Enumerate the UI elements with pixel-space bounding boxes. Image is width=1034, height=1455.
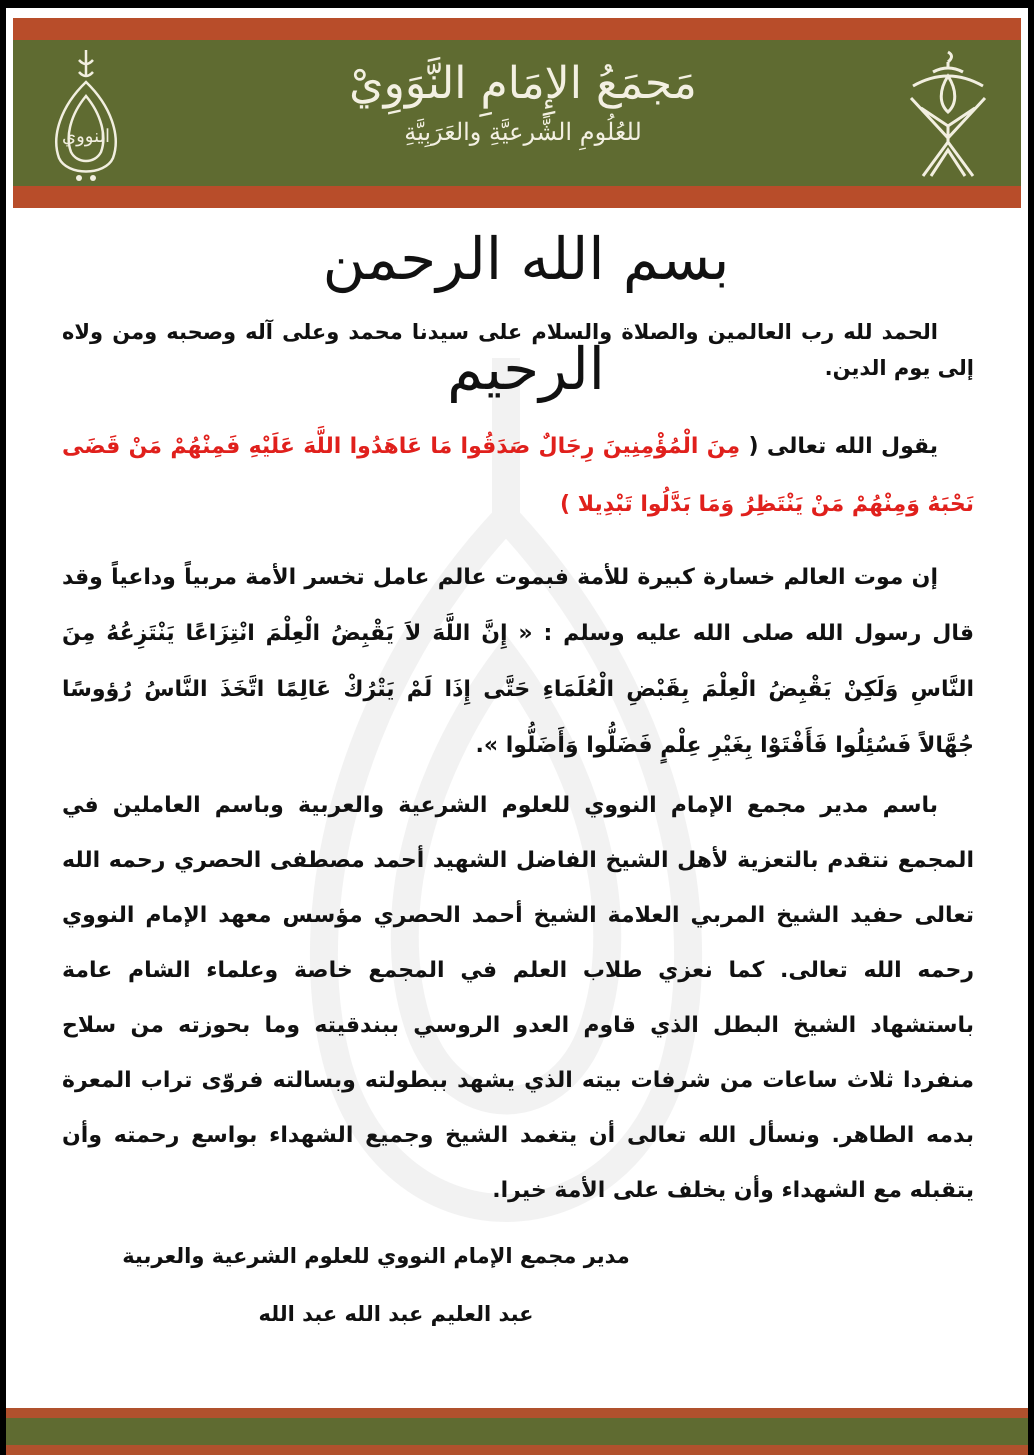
quran-paragraph [62,418,974,534]
basmala-calligraphy: بسم الله الرحمن الرحيم [322,225,730,403]
quran-stand-icon [903,46,993,186]
condolence-paragraph [62,778,974,1218]
header-top-stripe [13,18,1021,40]
nawawi-calligraphy-logo-icon [41,46,131,186]
hadith-text: إن موت العالم خسارة كبيرة للأمة فبموت عالم عامل تخسر الأمة مربياً وداعياً وقد قال رسول الله صلى الله عليه وسلم : « إِنَّ اللَّهَ لاَ يَقْبِضُ الْعِلْمَ انْتِزَاعًا يَنْتَزِعُهُ مِنَ النَّاسِ وَلَكِنْ يَقْبِضُ الْعِلْمَ بِقَبْضِ الْعُلَمَاءِ حَتَّى إِذَا لَمْ يَتْرُكْ عَالِمًا اتَّخَذَ النَّاسُ رُؤوسًا جُهَّالاً فَسُئِلُوا فَأَفْتَوْا بِغَيْرِ عِلْمٍ فَضَلُّوا وَأَضَلُّوا ». [62,565,974,758]
condolence-text: باسم مدير مجمع الإمام النووي للعلوم الشرعية والعربية وباسم العاملين في المجمع نتقدم بالتعزية لأهل الشيخ الفاضل الشهيد أحمد مصطفى الحصري رحمه الله تعالى حفيد الشيخ المربي العلامة الشيخ أحمد الحصري مؤسس معهد الإمام النووي رحمه الله تعالى. كما نعزي طلاب العلم في المجمع خاصة وعلماء الشام عامة باستشهاد الشيخ البطل الذي قاوم العدو الروسي ببندقيته وما بحوزته من سلاح منفردا ثلاث ساعات من شرفات بيته الذي يشهد ببطولته وبسالته فروّى تراب المعرة بدمه الطاهر. ونسأل الله تعالى أن يتغمد الشيخ وجميع الشهداء بواسع رحمته وأن يتقبله مع الشهداء وأن يخلف على الأمة خيرا. [62,793,974,1203]
signature-title: مدير مجمع الإمام النووي للعلوم الشرعية والعربية [122,1244,630,1268]
opening-text: الحمد لله رب العالمين والصلاة والسلام على سيدنا محمد وعلى آله وصحبه ومن ولاه إلى يوم الدين. [62,320,974,380]
footer-top-stripe [6,1408,1028,1418]
footer-banner [6,1408,1028,1455]
hadith-paragraph [62,550,974,774]
svg-text:النووي: النووي [62,126,110,147]
header-banner [13,18,1021,208]
quran-verse: مِنَ الْمُؤْمِنِينَ رِجَالٌ صَدَقُوا مَا عَاهَدُوا اللَّهَ عَلَيْهِ فَمِنْهُمْ مَنْ قَضَى نَحْبَهُ وَمِنْهُمْ مَنْ يَنْتَظِرُ وَمَا بَدَّلُوا تَبْدِيلا ) [62,434,974,517]
footer-bottom-stripe [6,1445,1028,1455]
signature-name: عبد العليم عبد الله عبد الله [258,1302,534,1326]
document-page [6,8,1028,1455]
opening-paragraph [62,314,974,386]
academy-subtitle: للعُلُومِ الشَّرعيَّةِ والعَرَبِيَّةِ [404,118,642,146]
quran-intro: يقول الله تعالى ( [748,434,938,459]
academy-title: مَجمَعُ الإِمَامِ النَّوَوِيْ [349,58,697,109]
